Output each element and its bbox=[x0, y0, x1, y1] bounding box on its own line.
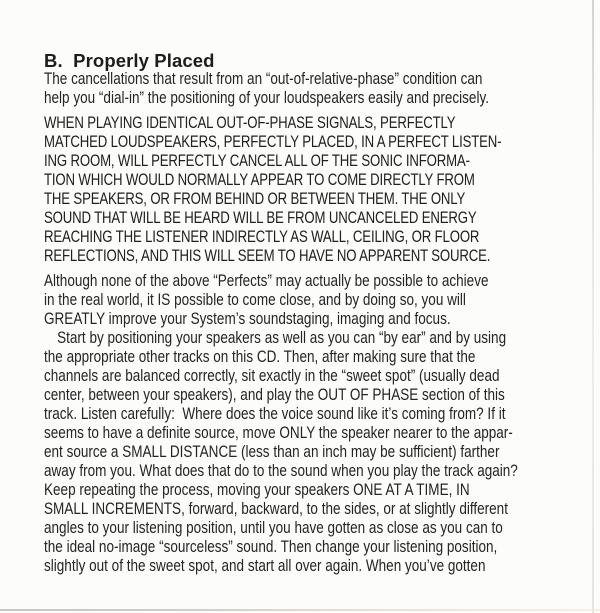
text-line: Although none of the above “Perfects” may actually be possible to achieve bbox=[44, 272, 489, 290]
text-line: TION WHICH WOULD NORMALLY APPEAR TO COME DIRECTLY FROM bbox=[44, 171, 475, 189]
paragraph bbox=[44, 70, 559, 108]
paragraph bbox=[44, 114, 559, 266]
text-line: in the real world, it IS possible to come close, and by doing so, you will bbox=[44, 291, 466, 309]
text-line: away from you. What does that do to the sound when you play the track again? bbox=[44, 462, 518, 480]
text-line: Start by positioning your speakers as well as you can “by ear” and by using bbox=[57, 329, 507, 347]
scan-edge-right bbox=[592, 0, 594, 613]
text-line: channels are balanced correctly, sit exactly in the “sweet spot” (usually dead bbox=[44, 367, 500, 385]
text-line: REACHING THE LISTENER INDIRECTLY AS WALL, CEILING, OR FLOOR bbox=[44, 228, 480, 246]
text-line: GREATLY improve your System’s soundstaging, imaging and focus. bbox=[44, 310, 451, 328]
text-line: REFLECTIONS, AND THIS WILL SEEM TO HAVE NO APPARENT SOURCE. bbox=[44, 247, 491, 265]
text-line: track. Listen carefully: Where does the voice sound like it’s coming from? If it bbox=[44, 405, 506, 423]
text-line: THE SPEAKERS, OR FROM BEHIND OR BETWEEN THEM. THE ONLY bbox=[44, 190, 466, 208]
text-line: the appropriate other tracks on this CD. Then, after making sure that the bbox=[44, 348, 476, 366]
text-line: seems to have a definite source, move ONLY the speaker nearer to the appar- bbox=[44, 424, 513, 442]
paragraph bbox=[44, 272, 559, 329]
text-line: angles to your listening position, until you have gotten as close as you can to bbox=[44, 519, 503, 537]
text-line: SOUND THAT WILL BE HEARD WILL BE FROM UNCANCELED ENERGY bbox=[44, 209, 477, 227]
text-line: SMALL INCREMENTS, forward, backward, to the sides, or at slightly different bbox=[44, 500, 508, 518]
text-line: ING ROOM, WILL PERFECTLY CANCEL ALL OF THE SONIC INFORMA- bbox=[44, 152, 470, 170]
section-heading: B. Properly Placed bbox=[44, 50, 215, 71]
text-line: center, between your speakers), and play the OUT OF PHASE section of this bbox=[44, 386, 505, 404]
text-line: MATCHED LOUDSPEAKERS, PERFECTLY PLACED, IN A PERFECT LISTEN- bbox=[44, 133, 502, 151]
text-line: WHEN PLAYING IDENTICAL OUT-OF-PHASE SIGNALS, PERFECTLY bbox=[44, 114, 456, 132]
text-line: The cancellations that result from an “out-of-relative-phase” condition can bbox=[44, 70, 483, 88]
text-line: slightly out of the sweet spot, and start all over again. When you’ve gotten bbox=[44, 557, 486, 575]
scan-edge-bottom bbox=[0, 609, 600, 611]
text-line: help you “dial-in” the positioning of your loudspeakers easily and precisely. bbox=[44, 89, 489, 107]
text-line: ent source a SMALL DISTANCE (less than an inch may be sufficient) farther bbox=[44, 443, 500, 461]
paragraphs-container bbox=[44, 70, 559, 576]
text-line: Keep repeating the process, moving your speakers ONE AT A TIME, IN bbox=[44, 481, 470, 499]
paragraph bbox=[44, 329, 559, 576]
text-line: the ideal no-image “sourceless” sound. Then change your listening position, bbox=[44, 538, 498, 556]
text-block bbox=[44, 51, 559, 576]
